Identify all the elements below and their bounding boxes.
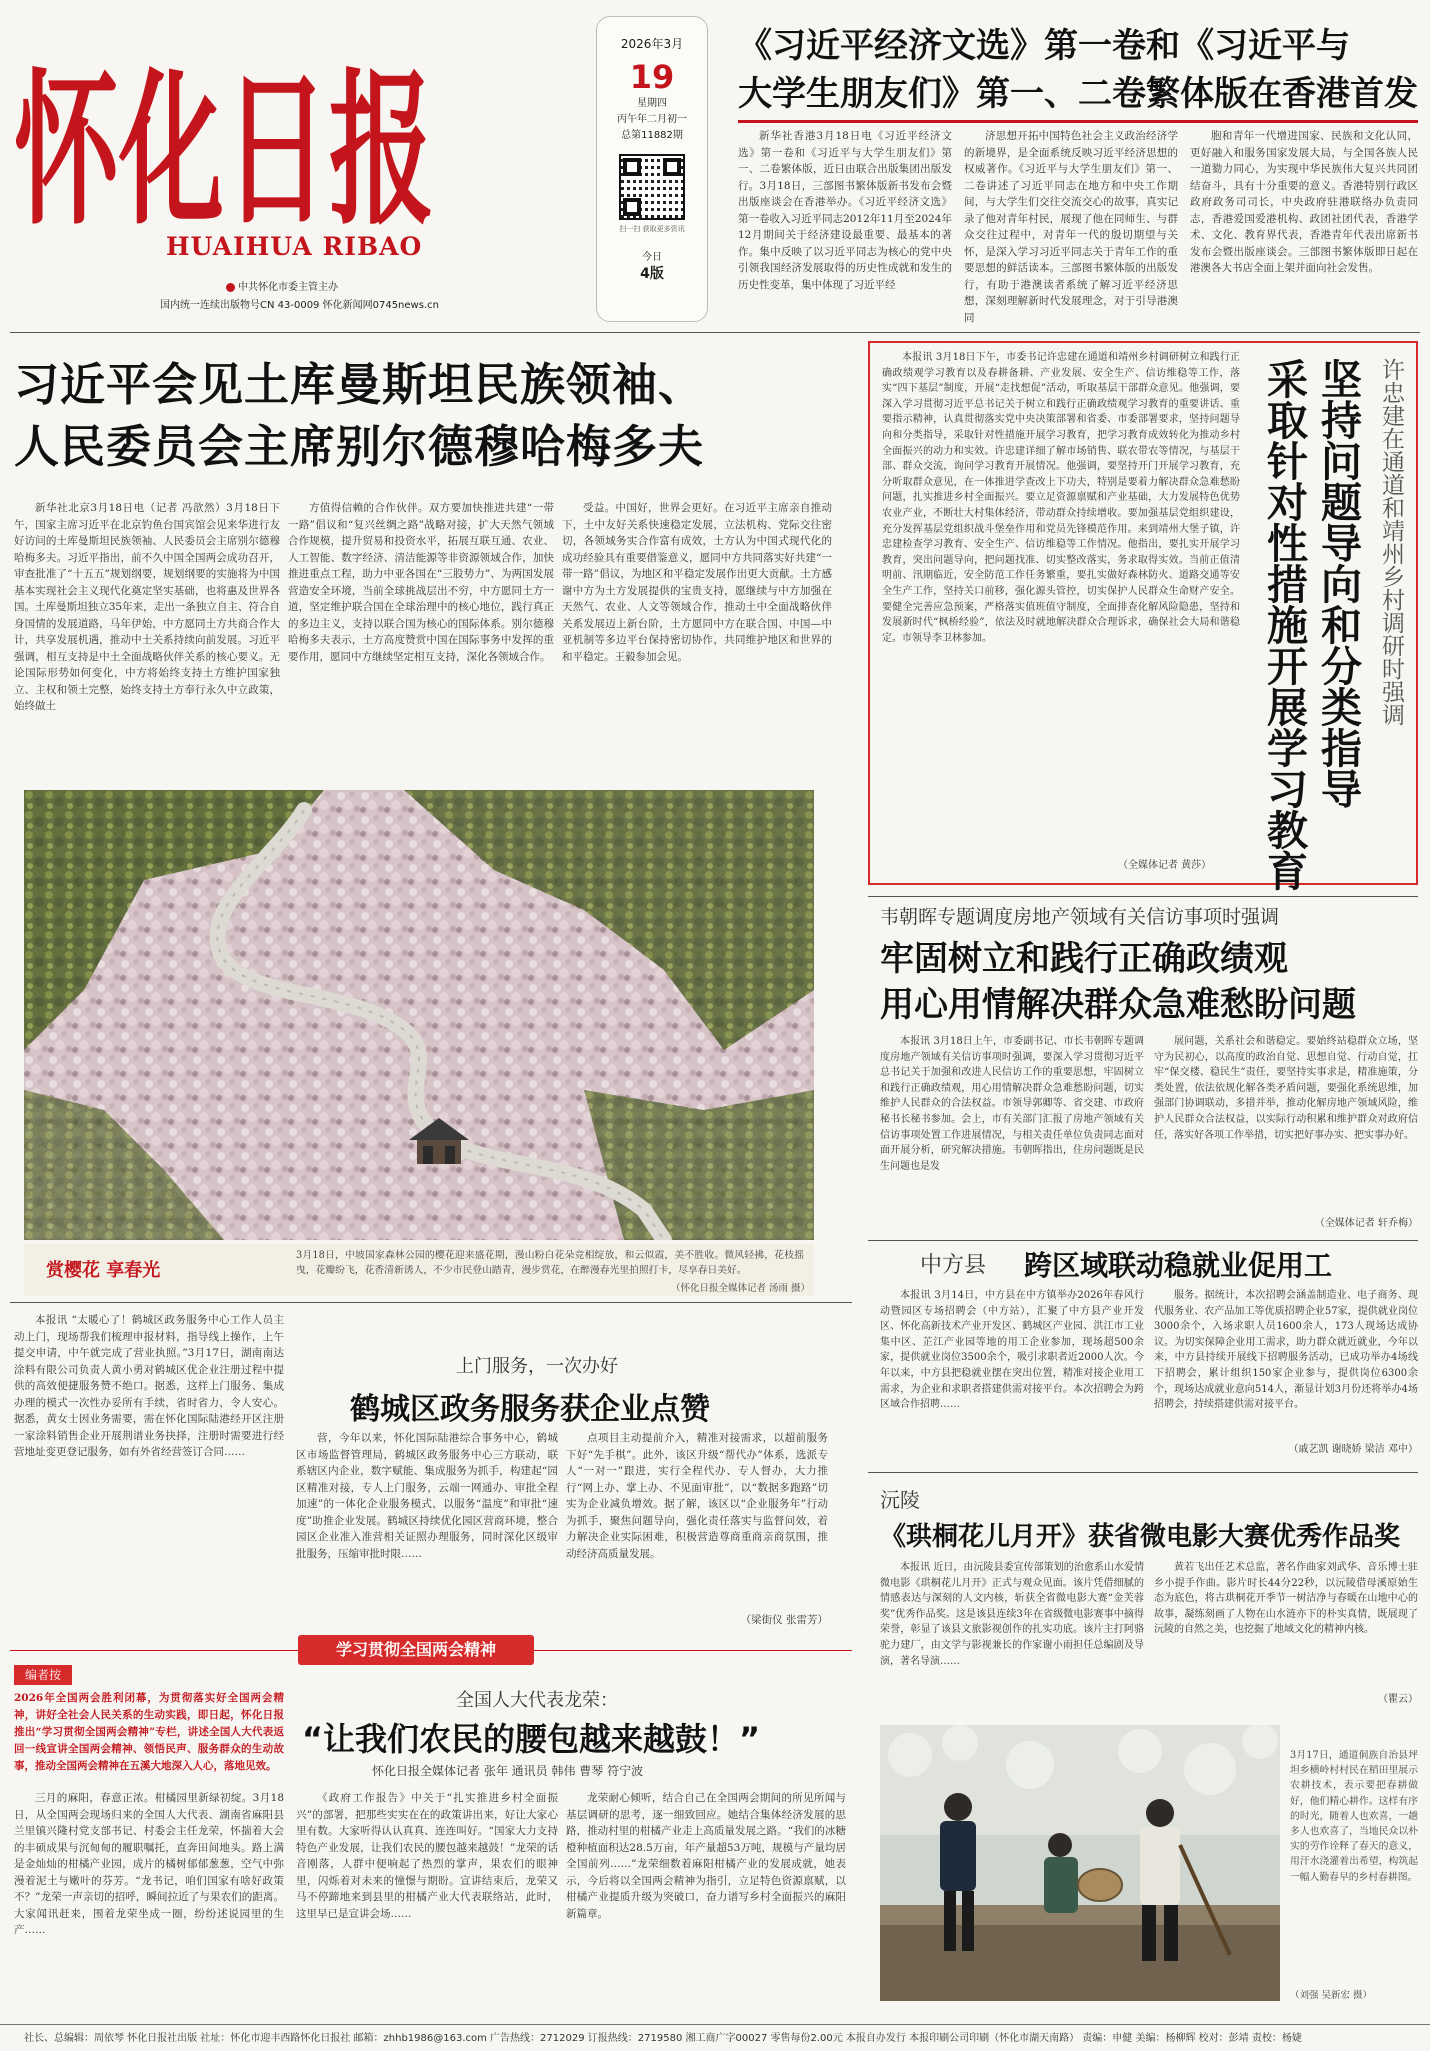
longrong-byline: 怀化日报全媒体记者 张年 通讯员 韩伟 曹琴 符宁波	[372, 1764, 644, 1778]
edition-count: 4版	[640, 266, 664, 282]
photo1-label: 赏樱花 享春光	[46, 1260, 161, 1281]
qr-code-icon[interactable]	[619, 154, 685, 220]
footer-info: 社长、总编辑：周依琴 怀化日报社出版 社址：怀化市迎丰西路怀化日报社 邮箱：zhhb1986@163.com 广告热线：2712029 订报热线：2719580 湘工商广字00027 零售每份2.00元 本报自办发行 本报印刷公司印刷（怀化市湖天南路） 责编：申健 美编：杨柳辉 校对：彭靖 责校：杨婕	[0, 2024, 1430, 2051]
yuanling-headline[interactable]: 《珙桐花儿月开》获省微电影大赛优秀作品奖	[880, 1522, 1401, 1552]
longrong-col1: 三月的麻阳，春意正浓。柑橘园里新绿初绽。3月18日，从全国两会现场归来的全国人大代表、湖南省麻阳县兰里镇兴隆村党支部书记、村委会主任龙荣，怀揣着大会的丰硕成果与沉甸甸的履职嘱托，直奔田间地头。路上满是金灿灿的柑橘产业园，成片的橘树郁郁葱葱，空气中弥漫着泥土与嫩叶的芬芳。“龙书记，咱们国家有啥好政策不？”龙荣一声亲切的招呼，瞬间拉近了与果农们的距离。大家闻讯赶来，围着龙荣坐成一圈，纷纷述说园里的生产……	[14, 1792, 284, 1936]
masthead-divider	[10, 332, 1420, 333]
date-issue: 总第11882期	[621, 130, 683, 141]
lead-story-col2: 方值得信赖的合作伙伴。双方要加快推进共建“一带一路”倡议和“复兴丝绸之路”战略对接，扩大天然气领域合作规模，提升贸易和投资水平，拓展互联互通、农业、人工智能、数字经济、清洁能源等非资源领域合作，加快推进重点工程，助力中亚各国在“三股势力”、为两国发展营造安全环境，当前全球挑战层出不穷，中方愿同土方一道，坚定维护联合国在全球治理中的核心地位，践行真正的多边主义，支持以联合国为核心的国际体系。别尔德穆哈梅多夫表示，土方高度赞赏中国在国际事务中发挥的重要作用，愿同中方继续坚定相互支持，深化各领域合作。	[288, 502, 554, 663]
yuanling-byline: （瞿云）	[1378, 1694, 1418, 1705]
wei-story-byline: （全媒体记者 轩乔梅）	[1314, 1218, 1418, 1229]
hecheng-byline: （梁街仪 张雷芳）	[740, 1614, 828, 1626]
top-story-headline-line2: 大学生朋友们》第一、二卷繁体版在香港首发	[738, 74, 1418, 114]
zhongfang-headline[interactable]: 跨区域联动稳就业促用工	[1024, 1249, 1333, 1282]
wei-story-headline[interactable]	[880, 936, 1356, 1028]
wei-story-kicker: 韦朝晖专题调度房地产领域有关信访事项时强调	[880, 906, 1280, 928]
boxed-story-byline: （全媒体记者 黄莎）	[1118, 860, 1212, 871]
wei-story-col1: 本报讯 3月18日上午，市委副书记、市长韦朝晖专题调度房地产领域有关信访事项时强调，要深入学习贯彻习近平总书记关于加强和改进人民信访工作的重要思想，牢固树立和践行正确政绩观，用心用情解决群众急难愁盼问题，切实维护人民群众的合法权益。市领导郭卿等、省交建、市政府秘书长秘书参加。会上，市有关部门汇报了房地产领域有关信访事项处置工作进展情况，与相关责任单位负责同志面对面开展分析，研究解决措施。韦朝晖指出，住房问题既是民生问题也是发	[880, 1036, 1144, 1172]
photo1-credit: （怀化日报全媒体记者 汤雨 摄）	[670, 1283, 810, 1294]
lead-story-col3: 受益。中国好，世界会更好。在习近平主席亲自推动下，土中友好关系快速稳定发展，立法机构、党际交往密切，各领域务实合作富有成效，土方认为中国式现代化的成功经验具有重要借鉴意义，愿同中方共同落实好共建“一带一路”倡议，为地区和平稳定发展作出更大贡献。土方感谢中方为土方发展提供的宝贵支持，愿继续与中方加强在天然气、农业、人文等领域合作，推动土中全面战略伙伴关系发展迈上新台阶，土方愿同中方在联合国、中国—中亚机制等多边平台保持密切协作，共同维护地区和世界的和平稳定。王毅参加会见。	[562, 502, 832, 663]
photo2-credit: （刘强 吴新宏 摄）	[1290, 1990, 1373, 2001]
party-emblem-icon	[226, 283, 235, 292]
wei-story-headline-line1: 牢固树立和践行正确政绩观	[880, 939, 1288, 979]
hecheng-headline[interactable]: 鹤城区政务服务获企业点赞	[350, 1392, 710, 1427]
qr-caption: 扫一扫 获取更多资讯	[619, 225, 685, 233]
farmers-photo	[880, 1725, 1280, 2001]
longrong-kicker: 全国人大代表龙荣：	[456, 1690, 618, 1711]
cherry-blossom-photo	[24, 790, 814, 1240]
longrong-headline[interactable]: “让我们农民的腰包越来越鼓！”	[302, 1720, 761, 1758]
zhongfang-kicker: 中方县	[920, 1253, 987, 1278]
wei-story-top-rule	[868, 896, 1418, 897]
boxed-story-title-col2[interactable]: 采取针对性措施开展学习教育	[1260, 358, 1308, 891]
top-story-headline-line1: 《习近平经济文选》第一卷和《习近平与	[738, 26, 1350, 66]
hecheng-col3: 点项目主动提前介入，精准对接需求，以超前服务下好“先手棋”。此外，该区升级“帮代办”体系，选派专人“一对一”跟进，实行全程代办、专人督办，大力推行“网上办、掌上办、不见面审批”，以“数据多跑路”切实为企业减负增效。据了解，该区以“企业服务年”行动为抓手，聚焦问题导向，强化责任落实与监督问效，着力解决企业实际困难，积极营造尊商重商亲商氛围，推动经济高质量发展。	[566, 1432, 828, 1560]
yuanling-col1: 本报讯 近日，由沅陵县委宣传部策划的治愈系山水爱情微电影《珙桐花儿月开》正式与观众见面。该片凭借细腻的情感表达与深刻的人文内核，斩获全省微电影大赛“金芙蓉奖”优秀作品奖。这是该县连续3年在省级微电影赛事中摘得荣誉，彰显了该县文旅影视创作的扎实功底。该片主打阿骆驼力建厂，由文学与影视兼长的作家谢小雨担任总编剧及导演，著名导演……	[880, 1562, 1144, 1667]
hecheng-col2: 营，今年以来，怀化国际陆港综合事务中心，鹤城区市场监督管理局，鹤城区政务服务中心三方联动，联系辖区内企业，数字赋能、集成服务为抓手，构建起“园区精准对接，专人上门服务，云端一网通办、审批全程加速”的一体化企业服务模式，以服务“温度”和审批“速度”助推企业发展。鹤城区持续优化园区营商环境，整合园区企业准入准营相关证照办理服务，同时深化区级审批服务，压缩审批时限……	[296, 1432, 558, 1560]
zhongfang-top-rule	[868, 1240, 1418, 1241]
top-story-rule	[738, 120, 1418, 123]
masthead-logo-text: 怀化日报	[14, 53, 434, 240]
date-box	[596, 16, 708, 322]
longrong-col3: 龙荣耐心倾听，结合自己在全国两会期间的所见所闻与基层调研的思考，逐一细致回应。她结合集体经济发展的思路，推动村里的柑橘产业走上高质量发展之路。“我们的冰糖橙种植面积达28.5万亩，年产量超53万吨，规模与产量均居全国前列……”龙荣细数着麻阳柑橘产业的发展成就，她表示，今后将以全国两会精神为指引，立足特色资源禀赋，以柑橘产业提质升级为突破口，奋力谱写乡村全面振兴的麻阳新篇章。	[566, 1792, 846, 1920]
top-story-headline[interactable]	[738, 22, 1418, 118]
date-weekday: 星期四	[637, 98, 667, 109]
yuanling-kicker: 沅陵	[880, 1488, 920, 1512]
longrong-col2: 《政府工作报告》中关于“扎实推进乡村全面振兴”的部署，把那些实实在在的政策讲出来，好让大家心里有数。大家听得认认真真、连连叫好。“国家大力支持特色产业发展，让我们农民的腰包越来越鼓！”龙荣的话音刚落，人群中便响起了热烈的掌声，果农们的眼神里，闪烁着对未来的憧憬与期盼。宣讲结束后，龙荣又马不停蹄地来到县里的柑橘产业大代表联络站，此时，这里早已是宣讲会场……	[296, 1792, 558, 1920]
zhongfang-col1: 本报讯 3月14日，中方县在中方镇举办2026年春风行动暨园区专场招聘会（中方站），汇聚了中方县产业开发区、怀化高新技术产业开发区、鹤城区产业园、洪江市工业集中区、芷江产业园等地的用工企业参加，现场超500余家，提供就业岗位3500余个，吸引求职者近2000人次。今年以来，中方县把稳就业摆在突出位置，精准对接企业用工需求，为企业和求职者搭建供需对接平台。本次招聘会为跨区域合作招聘……	[880, 1290, 1144, 1411]
today-label: 今日	[642, 252, 662, 263]
editor-note-tag: 编者按	[14, 1665, 72, 1685]
zhongfang-col2: 服务。据统计，本次招聘会涵盖制造业、电子商务、现代服务业、农产品加工等优质招聘企业57家，提供就业岗位3000余个，入场求职人员1600余人，173人现场达成协议。为切实保障企业用工需求，助力群众就近就业，今年以来，中方县持续开展线下招聘服务活动，已成功举办4场线下招聘会，累计组织150家企业参与，提供岗位6300余个，现场达成就业意向514人，渐显计划3月份还将举办4场招聘会，持续搭建供需对接平台。	[1154, 1290, 1418, 1411]
wei-story-col2: 展问题，关系社会和谐稳定。要始终站稳群众立场，坚守为民初心，以高度的政治自觉、思想自觉、行动自觉，扛牢“保交楼、稳民生”责任，要坚持实事求是，精准施策，分类处置，依法依规化解各类矛盾问题，要强化系统思维，加强部门协调联动，多措并举，推动化解房地产领域风险，维护人民群众合法权益，以实际行动积累和维护群众对政府信任，落实好各项工作举措，切实把好事办实、把实事办好。	[1154, 1036, 1418, 1141]
masthead-registration: 国内统一连续出版物号CN 43-0009 怀化新闻网0745news.cn	[160, 300, 439, 311]
yuanling-col2: 黄若飞出任艺术总监，著名作曲家刘武华、音乐博士驻乡小提手作曲。影片时长44分22秒，以沅陵借母溪原始生态为底色，将古珙桐花开季节一树洁净与春暖在山地中心的故事，凝练刻画了人物在山水涟亦下的朴实真情，既展现了沅陵的自然之美，也挖掘了地域文化的精神内核。	[1154, 1562, 1418, 1636]
date-year-month: 2026年3月	[620, 37, 684, 51]
wei-story-headline-line2: 用心用情解决群众急难愁盼问题	[880, 985, 1356, 1025]
zhongfang-byline: （戚艺凯 谢晓娇 梁洁 邓中）	[1288, 1444, 1418, 1455]
masthead-logo	[14, 20, 434, 240]
photo2-caption: 3月17日，通道侗族自治县坪坦乡横岭村村民在稻田里展示农耕技术，表示要把春耕做好，他们精心耕作。这样有序的时光，随着人也欢喜，一趟多人也欢喜了，当地民众以朴实的劳作诠释了春天的意义，用汗水浇灌着出希望，构筑起一幅人勤春早的乡村春耕图。	[1290, 1750, 1418, 1883]
editor-note-text: 2026年全国两会胜利闭幕，为贯彻落实好全国两会精神，讲好全社会人民关系的生动实践，即日起，怀化日报推出“学习贯彻全国两会精神”专栏，讲述全国人大代表返回一线宣讲全国两会精神、领悟民声、服务群众的生动故事，推动全国两会精神在五溪大地深入人心，落地见效。	[14, 1692, 284, 1772]
hecheng-kicker: 上门服务，一次办好	[456, 1356, 618, 1377]
masthead-latin: HUAIHUA RIBAO	[166, 232, 423, 261]
boxed-story-body: 本报讯 3月18日下午，市委书记许忠建在通道和靖州乡村调研树立和践行正确政绩观学习教育以及春耕备耕、产业发展、安全生产、信访维稳等工作，落实“四下基层”制度，开展“走找想促”活动，听取基层干部群众意见。他强调，要深入学习贯彻习近平总书记关于树立和践行正确政绩观学习教育的重要讲话、重要指示精神，认真贯彻落实党中央决策部署和省委、市委部署要求，坚持问题导向和分类指导，采取针对性措施开展学习教育，把学习教育成效转化为推动乡村全面振兴的动力和实效。许忠建详细了解市场销售、联农带农等情况，与基层干部、群众交流，询问学习教育开展情况。他强调，要坚持开门开展学习教育，充分听取群众意见，在一体推进学查改上下功夫，特别是要着力解决群众急难愁盼问题，扎实推进乡村全面振兴。要立足资源禀赋和产业基础，大力发展特色优势农业产业，不断壮大村集体经济，带动群众持续增收。要加强基层党组织建设，充分发挥基层党组织战斗堡垒作用和党员先锋模范作用。来到靖州大堡子镇，许忠建检查学习教育、安全生产、信访维稳等工作情况。他指出，要扎实开展学习教育，突出问题导向，把问题找准、切实整改落实，务求取得实效。当前正值清明前、汛期临近，安全防范工作任务繁重，要扎实做好森林防火、道路交通等安全生产工作，坚持关口前移，强化源头管控，切实保护人民群众生命财产安全。要健全完善应急预案，严格落实值班值守制度，全面排查化解风险隐患，坚持和发展新时代“枫桥经验”，依法及时就地解决群众合理诉求，确保社会大局和谐稳定。市领导李卫林参加。	[882, 352, 1240, 644]
lead-story-col1: 新华社北京3月18日电（记者 冯歆然）3月18日下午，国家主席习近平在北京钓鱼台国宾馆会见来华进行友好访问的土库曼斯坦民族领袖、人民委员会主席别尔德穆哈梅多夫。习近平指出，前不久中国全国两会成功召开，审查批准了“十五五”规划纲要，规划纲要的实施将为中国基本实现社会主义现代化奠定坚实基础，也将惠及世界各国。土库曼斯坦独立35年来，走出一条独立自主、符合自身国情的发展道路，马年伊始，中方愿同土方共商合作大计，共享发展机遇，推动中土关系持续向前发展。习近平强调，相互支持是中土全面战略伙伴关系的核心要义。无论国际形势如何变化，中方将始终支持土方维护国家独立、主权和领土完整，始终支持土方奉行永久中立政策，始终做土	[14, 502, 280, 712]
top-story-col1: 新华社香港3月18日电《习近平经济文选》第一卷和《习近平与大学生朋友们》第一、二卷繁体版，近日由联合出版集团出版发行。3月18日，三部图书繁体版新书发布会暨出版座谈会在香港举办。《习近平经济文选》第一卷收入习近平同志2012年11月至2024年12月期间关于经济建设最重要、最基本的著作。集中反映了以习近平同志为核心的党中央引领我国经济发展取得的历史性成就和发生的历史性变革，集中体现了习近平经	[738, 130, 952, 291]
hecheng-top-rule	[10, 1302, 852, 1303]
lead-story-headline[interactable]	[14, 354, 854, 478]
boxed-story-title-col1[interactable]: 坚持问题导向和分类指导	[1314, 358, 1362, 809]
top-story-col3: 胞和青年一代增进国家、民族和文化认同，更好融入和服务国家发展大局，与全国各族人民一道勠力同心，为实现中华民族伟大复兴共同团结奋斗，具有十分重要的意义。香港特别行政区政府政务司司长，中央政府驻港联络办负责同志，香港爱国爱港机构、政团社团代表，香港学术、文化、教育界代表，香港青年代表出席新书发布会暨出版座谈会。三部图书繁体版即日起在港澳各大书店全面上架并面向社会发售。	[1190, 130, 1418, 274]
masthead-organizer	[226, 278, 338, 293]
lead-story-headline-line2: 人民委员会主席别尔德穆哈梅多夫	[14, 420, 705, 473]
boxed-story-kicker: 许忠建在通道和靖州乡村调研时强调	[1378, 358, 1404, 726]
date-day: 19	[629, 58, 675, 96]
photo1-caption: 3月18日，中坡国家森林公园的樱花迎来盛花期，漫山粉白花朵竞相绽放，和云似霞，美不胜收。微风轻拂，花枝摇曳，花瓣纷飞，花香清新诱人，不少市民登山踏青，漫步赏花，在醉漫春光里拍照打卡，尽享春日美好。	[296, 1250, 804, 1276]
date-lunar: 丙午年二月初一	[617, 114, 687, 125]
organizer-text: 中共怀化市委主管主办	[238, 282, 338, 293]
section-band[interactable]: 学习贯彻全国两会精神	[298, 1635, 534, 1665]
yuanling-top-rule	[868, 1472, 1418, 1473]
hecheng-col1: 本报讯 “太暖心了！鹤城区政务服务中心工作人员主动上门，现场帮我们梳理申报材料，指导线上操作，上午提交申请，中午就完成了营业执照。”3月17日，湖南南达涂料有限公司负责人黄小勇对鹤城区优企业注册过程中提供的高效便捷服务赞不绝口。据悉，这样上门服务、集成办理的模式一次性办妥所有手续，省时省力，令人安心。据悉，黄女士因业务需要，需在怀化国际陆港经开区注册一家涂料销售企业开展荆谱业务抉择，注册时需要进行经营地址变更登记服务，如有外省经营签订合同……	[14, 1314, 284, 1458]
lead-story-headline-line1: 习近平会见土库曼斯坦民族领袖、	[14, 358, 705, 411]
top-story-col2: 济思想开拓中国特色社会主义政治经济学的新境界，是全面系统反映习近平经济思想的权威著作。《习近平与大学生朋友们》第一、二卷讲述了习近平同志在地方和中央工作期间，与大学生们交往交流交心的故事，真实记录了他对青年村民，展现了他在同师生、与群众交往过程中，对青年一代的殷切期望与关怀，是深入学习习近平同志关于青年工作的重要思想的鲜活读本。三部图书繁体版的出版发行，有助于港澳读者系统了解习近平经济思想，深刻理解新时代发展理念，对于引导港澳同	[964, 130, 1178, 324]
